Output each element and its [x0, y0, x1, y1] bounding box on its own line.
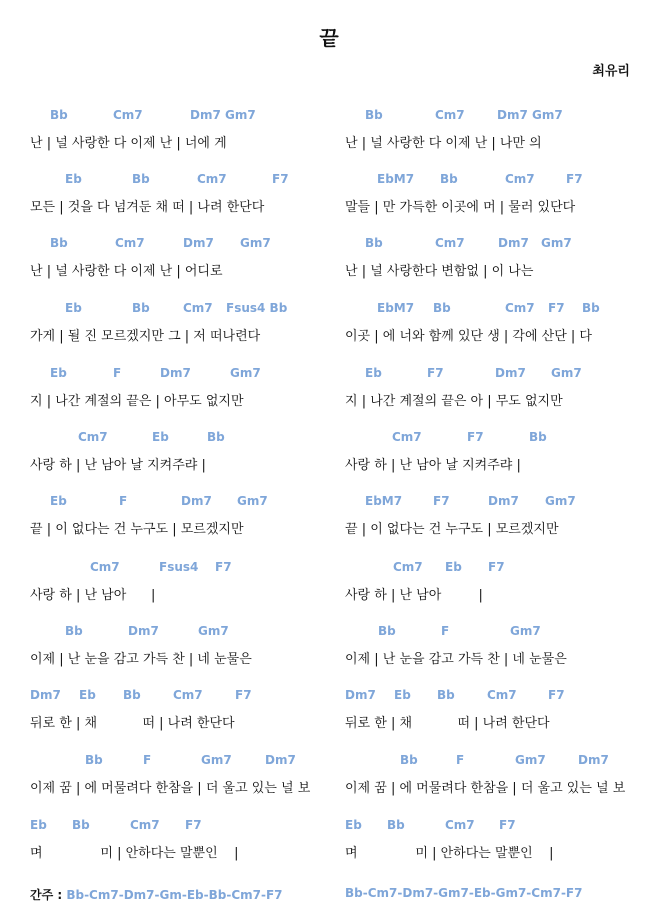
- chord-label: Dm7: [181, 494, 212, 508]
- chord-label: Dm7: [30, 688, 61, 702]
- chord-label: Gm7: [201, 753, 232, 767]
- chord-label: Bb: [72, 818, 90, 832]
- chord-row: [345, 494, 658, 512]
- chord-row: [30, 172, 350, 190]
- chord-label: Gm7: [541, 236, 572, 250]
- chord-label: Eb: [365, 366, 382, 380]
- chord-label: Bb: [65, 624, 83, 638]
- chord-row: [345, 172, 658, 190]
- lyric-line-block: [345, 430, 658, 490]
- chord-label: Bb: [132, 172, 150, 186]
- chord-label: F: [456, 753, 465, 767]
- lyric-text: 난 | 널 사랑한 다 이제 난 | 어디로: [30, 264, 223, 279]
- lyric-line-block: [345, 172, 658, 232]
- lyric-line-block: [30, 560, 350, 620]
- lyric-text: 말들 | 만 가득한 이곳에 머 | 물러 있단다: [345, 200, 576, 215]
- lyric-text: 모든 | 것을 다 넘겨둔 채 떠 | 나려 한단다: [30, 200, 265, 215]
- lyric-line-block: [30, 818, 350, 878]
- chord-label: Fsus4: [159, 560, 199, 574]
- chord-label: Bb: [365, 236, 383, 250]
- lyric-line-block: [30, 688, 350, 748]
- lyric-text: 가게 | 될 진 모르겠지만 그 | 저 떠나련다: [30, 329, 261, 344]
- chord-row: [345, 688, 658, 706]
- lyric-line-block: [345, 301, 658, 361]
- chord-label: Bb: [440, 172, 458, 186]
- lyric-text: 난 | 널 사랑한다 변함없 | 이 나는: [345, 264, 534, 279]
- chord-label: Dm7: [498, 236, 529, 250]
- song-title: 끝: [319, 26, 339, 50]
- lyric-text: 뒤로 한 | 채 떠 | 나려 한단다: [30, 716, 235, 731]
- lyric-text: 지 | 나간 계절의 끝은 아 | 무도 없지만: [345, 394, 563, 409]
- chord-label: Cm7: [113, 108, 143, 122]
- chord-label: Dm7 Gm7: [497, 108, 563, 122]
- chord-row: [345, 236, 658, 254]
- chord-label: F7: [235, 688, 252, 702]
- chord-label: Cm7: [505, 301, 535, 315]
- chord-label: Bb: [437, 688, 455, 702]
- chord-label: Cm7: [197, 172, 227, 186]
- lyric-line-block: [30, 624, 350, 684]
- chord-label: Dm7: [160, 366, 191, 380]
- lyric-text: 이제 꿈 | 에 머물려다 한참을 | 더 울고 있는 널 보: [30, 781, 311, 796]
- chord-label: Eb: [65, 301, 82, 315]
- chord-label: Bb: [85, 753, 103, 767]
- interlude-sequence: Bb-Cm7-Dm7-Gm7-Eb-Gm7-Cm7-F7: [345, 886, 583, 900]
- chord-label: EbM7: [377, 172, 415, 186]
- chord-label: Bb: [50, 236, 68, 250]
- chord-label: F: [143, 753, 152, 767]
- chord-label: Bb: [529, 430, 547, 444]
- lyric-line-block: [30, 494, 350, 554]
- lyric-line-block: [345, 560, 658, 620]
- chord-label: Bb: [123, 688, 141, 702]
- lyric-text: 난 | 널 사랑한 다 이제 난 | 나만 의: [345, 136, 542, 151]
- interlude-label: 간주 :: [30, 888, 67, 902]
- chord-row: [345, 430, 658, 448]
- chord-label: Gm7: [515, 753, 546, 767]
- chord-label: Cm7: [115, 236, 145, 250]
- chord-label: Cm7: [505, 172, 535, 186]
- chord-label: F7: [215, 560, 232, 574]
- chord-row: [345, 753, 658, 771]
- chord-label: F7: [433, 494, 450, 508]
- chord-label: Bb: [400, 753, 418, 767]
- interlude-right: [345, 886, 582, 900]
- lyric-line-block: [30, 430, 350, 490]
- chord-label: Gm7: [230, 366, 261, 380]
- chord-label: Dm7: [488, 494, 519, 508]
- lyric-line-block: [345, 108, 658, 168]
- chord-label: Cm7: [393, 560, 423, 574]
- chord-label: Bb: [378, 624, 396, 638]
- chord-label: Bb: [582, 301, 600, 315]
- chord-row: [30, 236, 350, 254]
- lyric-text: 끝 | 이 없다는 건 누구도 | 모르겠지만: [30, 522, 244, 537]
- lyric-text: 사랑 하 | 난 남아 |: [345, 588, 483, 603]
- chord-row: [345, 560, 658, 578]
- lyric-text: 사랑 하 | 난 남아 날 지켜주랴 |: [30, 458, 206, 473]
- lyric-line-block: [345, 753, 658, 813]
- chord-label: Cm7: [487, 688, 517, 702]
- lyric-text: 끝 | 이 없다는 건 누구도 | 모르겠지만: [345, 522, 559, 537]
- chord-label: F7: [499, 818, 516, 832]
- chord-row: [30, 366, 350, 384]
- chord-row: [30, 301, 350, 319]
- lyric-line-block: [30, 172, 350, 232]
- chord-label: F7: [566, 172, 583, 186]
- chord-row: [345, 301, 658, 319]
- lyric-line-block: [345, 236, 658, 296]
- lyric-line-block: [345, 366, 658, 426]
- chord-label: F: [113, 366, 122, 380]
- chord-label: Gm7: [198, 624, 229, 638]
- chord-label: Bb: [387, 818, 405, 832]
- chord-label: Cm7: [392, 430, 422, 444]
- lyric-line-block: [345, 688, 658, 748]
- lyric-line-block: [345, 624, 658, 684]
- lyric-line-block: [30, 236, 350, 296]
- chord-label: Eb: [345, 818, 362, 832]
- chord-label: Dm7: [265, 753, 296, 767]
- chord-row: [30, 560, 350, 578]
- lyric-line-block: [30, 753, 350, 813]
- chord-label: F7: [272, 172, 289, 186]
- chord-label: Gm7: [510, 624, 541, 638]
- chord-label: EbM7: [365, 494, 403, 508]
- chord-row: [30, 108, 350, 126]
- lyric-text: 사랑 하 | 난 남아 날 지켜주랴 |: [345, 458, 521, 473]
- chord-label: Bb: [365, 108, 383, 122]
- lyric-line-block: [30, 108, 350, 168]
- chord-label: Dm7: [128, 624, 159, 638]
- chord-label: Dm7: [578, 753, 609, 767]
- chord-label: F7: [467, 430, 484, 444]
- lyric-line-block: [345, 818, 658, 878]
- chord-label: Eb: [79, 688, 96, 702]
- chord-label: Bb: [50, 108, 68, 122]
- chord-label: Cm7: [90, 560, 120, 574]
- chord-label: F7: [548, 301, 565, 315]
- lyric-text: 지 | 나간 계절의 끝은 | 아무도 없지만: [30, 394, 244, 409]
- chord-label: Gm7: [551, 366, 582, 380]
- chord-label: Dm7: [183, 236, 214, 250]
- chord-label: Eb: [30, 818, 47, 832]
- artist-name: 최유리: [592, 64, 630, 79]
- chord-label: Eb: [50, 494, 67, 508]
- chord-label: Eb: [152, 430, 169, 444]
- lyric-text: 이제 | 난 눈을 감고 가득 찬 | 네 눈물은: [30, 652, 252, 667]
- lyric-line-block: [345, 494, 658, 554]
- chord-row: [345, 366, 658, 384]
- lyric-text: 이제 꿈 | 에 머물려다 한참을 | 더 울고 있는 널 보: [345, 781, 626, 796]
- chord-label: Gm7: [240, 236, 271, 250]
- chord-label: Cm7: [78, 430, 108, 444]
- chord-label: Cm7: [435, 236, 465, 250]
- chord-row: [30, 753, 350, 771]
- chord-label: F7: [548, 688, 565, 702]
- chord-row: [30, 688, 350, 706]
- lyric-text: 사랑 하 | 난 남아 |: [30, 588, 156, 603]
- chord-row: [345, 818, 658, 836]
- lyric-line-block: [30, 366, 350, 426]
- chord-label: F: [119, 494, 128, 508]
- chord-label: Bb: [433, 301, 451, 315]
- chord-label: F7: [185, 818, 202, 832]
- lyric-text: 이곳 | 에 너와 함께 있단 생 | 각에 산단 | 다: [345, 329, 592, 344]
- chord-label: Dm7 Gm7: [190, 108, 256, 122]
- chord-label: Fsus4 Bb: [226, 301, 288, 315]
- chord-label: Cm7: [130, 818, 160, 832]
- lyric-text: 난 | 널 사랑한 다 이제 난 | 너에 게: [30, 136, 227, 151]
- chord-row: [30, 624, 350, 642]
- lyric-text: 며 미 | 안하다는 말뿐인 |: [345, 846, 554, 861]
- chord-row: [345, 624, 658, 642]
- chord-label: Cm7: [445, 818, 475, 832]
- chord-label: Gm7: [545, 494, 576, 508]
- chord-row: [30, 818, 350, 836]
- chord-label: Bb: [132, 301, 150, 315]
- chord-label: Eb: [65, 172, 82, 186]
- chord-label: Dm7: [495, 366, 526, 380]
- chord-label: Eb: [445, 560, 462, 574]
- chord-label: F: [441, 624, 450, 638]
- chord-row: [30, 494, 350, 512]
- chord-label: Cm7: [183, 301, 213, 315]
- interlude-sequence: Bb-Cm7-Dm7-Gm-Eb-Bb-Cm7-F7: [66, 888, 283, 902]
- lyric-text: 뒤로 한 | 채 떠 | 나려 한단다: [345, 716, 550, 731]
- chord-row: [30, 430, 350, 448]
- chord-label: EbM7: [377, 301, 415, 315]
- chord-label: Eb: [50, 366, 67, 380]
- chord-label: Dm7: [345, 688, 376, 702]
- lyric-text: 이제 | 난 눈을 감고 가득 찬 | 네 눈물은: [345, 652, 567, 667]
- chord-label: Cm7: [173, 688, 203, 702]
- lyric-text: 며 미 | 안하다는 말뿐인 |: [30, 846, 239, 861]
- interlude-left: [30, 886, 283, 903]
- chord-label: F7: [488, 560, 505, 574]
- chord-label: Bb: [207, 430, 225, 444]
- chord-label: F7: [427, 366, 444, 380]
- chord-label: Cm7: [435, 108, 465, 122]
- lyric-line-block: [30, 301, 350, 361]
- chord-row: [345, 108, 658, 126]
- chord-label: Eb: [394, 688, 411, 702]
- chord-label: Gm7: [237, 494, 268, 508]
